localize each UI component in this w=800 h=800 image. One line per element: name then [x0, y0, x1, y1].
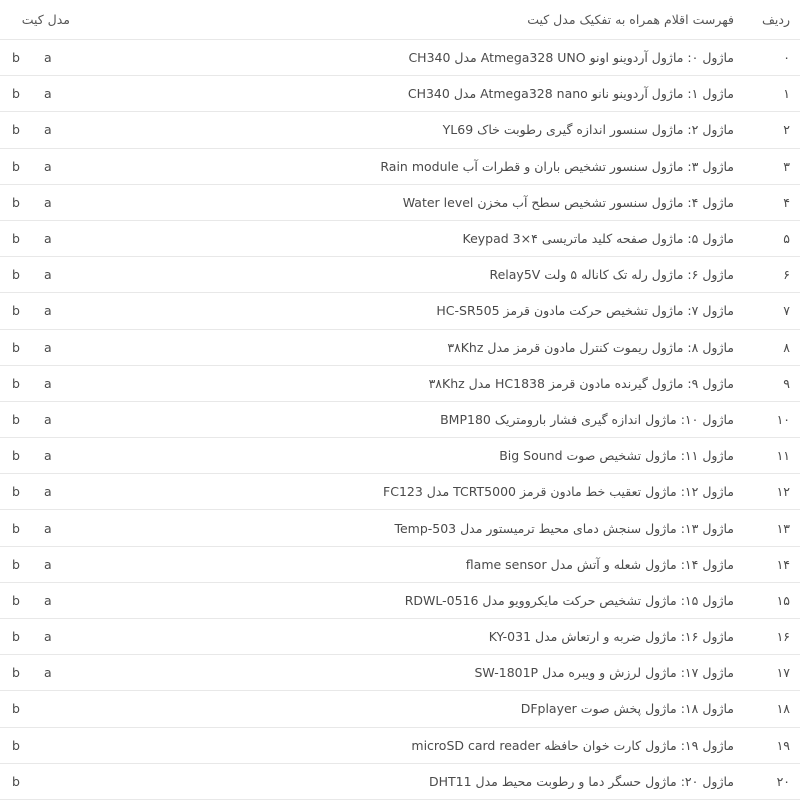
header-model: مدل کیت	[21, 12, 70, 27]
row-description: ماژول ۳: ماژول سنسور تشخیص باران و قطرات آب Rain module	[380, 158, 734, 174]
row-model-cell	[0, 701, 80, 716]
model-a-mark: a	[44, 303, 52, 319]
model-a-mark: a	[44, 556, 52, 572]
model-a-mark: a	[44, 194, 52, 210]
table-row	[0, 366, 800, 402]
model-b-mark: b	[12, 701, 20, 717]
model-a-mark: a	[44, 231, 52, 247]
row-index: ۱۰	[776, 411, 790, 427]
model-b-mark: b	[12, 773, 20, 789]
row-index: ۴	[783, 194, 790, 210]
row-description: ماژول ۱۸: ماژول پخش صوت DFplayer	[520, 701, 734, 717]
table-row	[0, 40, 800, 76]
row-model-cell	[0, 303, 80, 318]
table-row	[0, 474, 800, 510]
row-description: ماژول ۷: ماژول تشخیص حرکت مادون قرمز HC-SR505	[436, 303, 734, 319]
row-model-cell	[0, 448, 80, 463]
row-index: ۱۱	[776, 448, 790, 464]
table-row	[0, 330, 800, 366]
model-b-mark: b	[12, 520, 20, 536]
row-index: ۹	[783, 375, 790, 391]
model-b-mark: b	[12, 267, 20, 283]
row-index: ۱۴	[776, 556, 790, 572]
row-index: ۱	[783, 86, 790, 102]
model-a-mark: a	[44, 50, 52, 66]
model-a-mark: a	[44, 629, 52, 645]
row-description: ماژول ۱: ماژول آردوینو نانو Atmega328 nano مدل CH340	[407, 86, 734, 102]
table-row	[0, 510, 800, 546]
row-model-cell	[0, 340, 80, 355]
table-row	[0, 185, 800, 221]
header-model-cell	[0, 12, 80, 27]
row-index: ۵	[783, 231, 790, 247]
row-model-cell	[0, 412, 80, 427]
row-index: ۰	[783, 50, 790, 66]
row-index: ۱۸	[776, 701, 790, 717]
model-a-mark: a	[44, 339, 52, 355]
model-b-mark: b	[12, 86, 20, 102]
row-description: ماژول ۱۶: ماژول ضربه و ارتعاش مدل KY-031	[488, 629, 734, 645]
row-index: ۷	[783, 303, 790, 319]
row-description: ماژول ۱۹: ماژول کارت خوان حافظه microSD card reader	[411, 737, 734, 753]
row-index: ۲۰	[776, 773, 790, 789]
header-description: فهرست اقلام همراه به تفکیک مدل کیت	[527, 12, 734, 27]
row-index: ۱۲	[776, 484, 790, 500]
row-model-cell	[0, 376, 80, 391]
row-description: ماژول ۴: ماژول سنسور تشخیص سطح آب مخزن Water level	[402, 194, 734, 210]
model-b-mark: b	[12, 411, 20, 427]
row-model-cell	[0, 50, 80, 65]
model-b-mark: b	[12, 122, 20, 138]
model-a-mark: a	[44, 665, 52, 681]
table-row	[0, 257, 800, 293]
row-model-cell	[0, 267, 80, 282]
model-b-mark: b	[12, 665, 20, 681]
row-description: ماژول ۱۲: ماژول تعقیب خط مادون قرمز TCRT5000 مدل FC123	[383, 484, 734, 500]
model-a-mark: a	[44, 122, 52, 138]
row-description: ماژول ۲: ماژول سنسور اندازه گیری رطوبت خاک YL69	[442, 122, 734, 138]
model-b-mark: b	[12, 194, 20, 210]
row-model-cell	[0, 629, 80, 644]
table-row	[0, 402, 800, 438]
model-b-mark: b	[12, 592, 20, 608]
model-b-mark: b	[12, 484, 20, 500]
table-header	[0, 0, 800, 40]
row-index: ۶	[783, 267, 790, 283]
row-index: ۱۹	[776, 737, 790, 753]
table-row	[0, 76, 800, 112]
row-description: ماژول ۱۴: ماژول شعله و آتش مدل flame sensor	[465, 556, 734, 572]
row-description: ماژول ۱۱: ماژول تشخیص صوت Big Sound	[499, 448, 734, 464]
model-a-mark: a	[44, 158, 52, 174]
model-a-mark: a	[44, 592, 52, 608]
row-model-cell	[0, 484, 80, 499]
row-model-cell	[0, 521, 80, 536]
model-b-mark: b	[12, 375, 20, 391]
row-description: ماژول ۱۵: ماژول تشخیص حرکت مایکروویو مدل RDWL-0516	[404, 592, 734, 608]
table-row	[0, 293, 800, 329]
model-a-mark: a	[44, 484, 52, 500]
row-model-cell	[0, 557, 80, 572]
row-model-cell	[0, 195, 80, 210]
row-model-cell	[0, 738, 80, 753]
row-model-cell	[0, 774, 80, 789]
table-row	[0, 655, 800, 691]
table-row	[0, 149, 800, 185]
row-model-cell	[0, 122, 80, 137]
table-row	[0, 112, 800, 148]
model-b-mark: b	[12, 339, 20, 355]
row-description: ماژول ۱۷: ماژول لرزش و ویبره مدل SW-1801P	[474, 665, 734, 681]
row-index: ۳	[783, 158, 790, 174]
table-row	[0, 764, 800, 800]
model-a-mark: a	[44, 267, 52, 283]
model-b-mark: b	[12, 231, 20, 247]
model-b-mark: b	[12, 448, 20, 464]
header-index: ردیف	[761, 12, 790, 27]
model-a-mark: a	[44, 520, 52, 536]
table-body	[0, 40, 800, 800]
row-model-cell	[0, 665, 80, 680]
row-description: ماژول ۸: ماژول ریموت کنترل مادون قرمز مدل ۳۸Khz	[447, 339, 734, 355]
model-a-mark: a	[44, 411, 52, 427]
row-index: ۱۶	[776, 629, 790, 645]
model-b-mark: b	[12, 303, 20, 319]
table-row	[0, 438, 800, 474]
table-row	[0, 583, 800, 619]
table-row	[0, 691, 800, 727]
model-a-mark: a	[44, 448, 52, 464]
table-row	[0, 728, 800, 764]
row-description: ماژول ۲۰: ماژول حسگر دما و رطوبت محیط مدل DHT11	[428, 773, 734, 789]
model-b-mark: b	[12, 629, 20, 645]
model-b-mark: b	[12, 737, 20, 753]
model-a-mark: a	[44, 375, 52, 391]
row-model-cell	[0, 231, 80, 246]
row-model-cell	[0, 86, 80, 101]
row-index: ۱۳	[776, 520, 790, 536]
row-model-cell	[0, 593, 80, 608]
row-description: ماژول ۰: ماژول آردوینو اونو Atmega328 UNO مدل CH340	[408, 50, 734, 66]
row-index: ۸	[783, 339, 790, 355]
model-b-mark: b	[12, 556, 20, 572]
row-index: ۱۷	[776, 665, 790, 681]
row-index: ۱۵	[776, 592, 790, 608]
row-description: ماژول ۱۳: ماژول سنجش دمای محیط ترمیستور مدل Temp-503	[394, 520, 734, 536]
table-row	[0, 547, 800, 583]
row-description: ماژول ۹: ماژول گیرنده مادون قرمز HC1838 مدل ۳۸Khz	[428, 375, 734, 391]
row-model-cell	[0, 159, 80, 174]
row-description: ماژول ۵: ماژول صفحه کلید ماتریسی ۴×Keypad 3	[462, 231, 734, 247]
model-b-mark: b	[12, 158, 20, 174]
model-b-mark: b	[12, 50, 20, 66]
model-a-mark: a	[44, 86, 52, 102]
table-row	[0, 619, 800, 655]
row-index: ۲	[783, 122, 790, 138]
table-row	[0, 221, 800, 257]
row-description: ماژول ۶: ماژول رله تک کاناله ۵ ولت Relay5V	[489, 267, 734, 283]
row-description: ماژول ۱۰: ماژول اندازه گیری فشار بارومتریک BMP180	[440, 411, 734, 427]
